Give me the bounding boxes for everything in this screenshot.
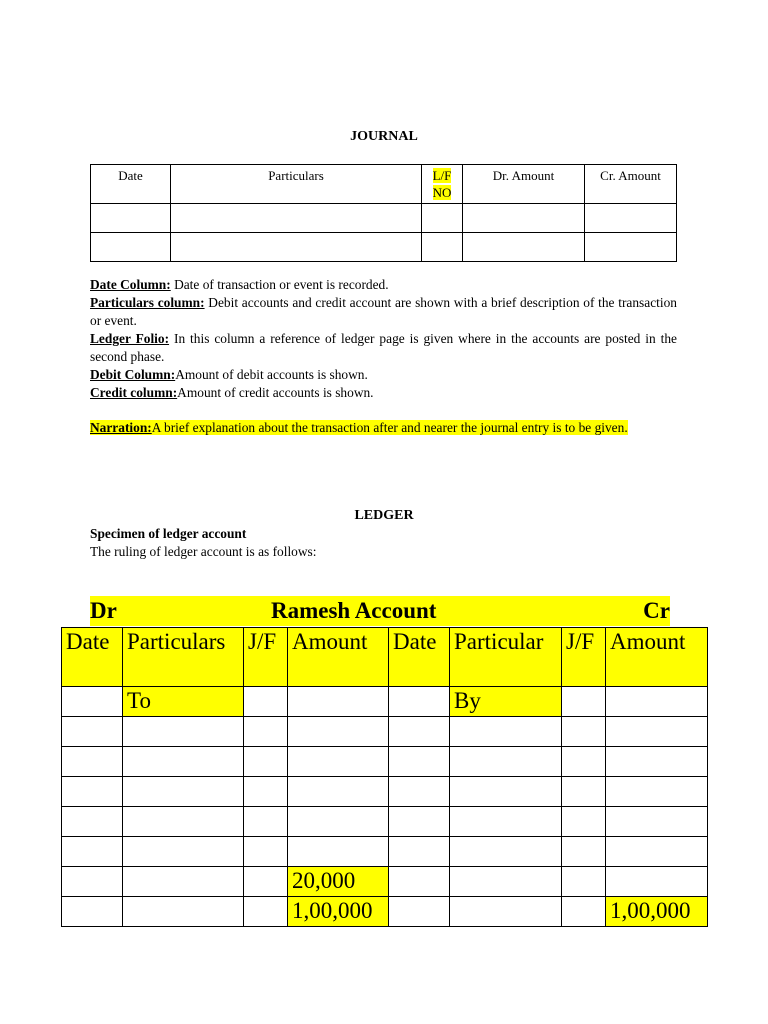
journal-header-lf bbox=[422, 165, 463, 204]
ledger-header-dr-particulars: Particulars bbox=[123, 628, 244, 687]
ledger-header-dr-jf: J/F bbox=[244, 628, 288, 687]
column-notes bbox=[90, 276, 677, 402]
ledger-header-cr-particular: Particular bbox=[450, 628, 562, 687]
journal-title: JOURNAL bbox=[350, 129, 418, 144]
journal-header-particulars: Particulars bbox=[171, 165, 422, 204]
ledger-by-label: By bbox=[450, 687, 562, 717]
journal-header-date: Date bbox=[91, 165, 171, 204]
note-particulars-text: Debit accounts and credit account are shown with a brief description of the transaction or event. bbox=[90, 295, 677, 328]
ledger-total-row bbox=[62, 897, 708, 927]
note-folio-label: Ledger Folio: bbox=[90, 331, 170, 346]
ledger-specimen-heading: Specimen of ledger account bbox=[90, 526, 247, 541]
ledger-row bbox=[62, 807, 708, 837]
ledger-dr-total: 1,00,000 bbox=[288, 897, 389, 927]
ledger-row bbox=[62, 837, 708, 867]
journal-row bbox=[91, 233, 677, 262]
ledger-row bbox=[62, 867, 708, 897]
ledger-row bbox=[62, 777, 708, 807]
note-date-text: Date of transaction or event is recorded. bbox=[170, 277, 389, 292]
note-credit bbox=[90, 384, 677, 402]
note-particulars bbox=[90, 294, 677, 330]
narration-note bbox=[90, 419, 677, 437]
narration-text: A brief explanation about the transaction after and nearer the journal entry is to be given. bbox=[151, 420, 628, 435]
ledger-cr-label: Cr bbox=[643, 598, 670, 623]
journal-header-dr-amount: Dr. Amount bbox=[463, 165, 585, 204]
narration-highlight bbox=[90, 420, 628, 435]
narration-label: Narration: bbox=[90, 420, 152, 435]
note-particulars-label: Particulars column: bbox=[90, 295, 205, 310]
ledger-header-cr-jf: J/F bbox=[562, 628, 606, 687]
note-folio-text: In this column a reference of ledger page is given where in the accounts are posted in the second phase. bbox=[90, 331, 677, 364]
note-date bbox=[90, 276, 677, 294]
ledger-header-dr-amount: Amount bbox=[288, 628, 389, 687]
note-debit-text: Amount of debit accounts is shown. bbox=[175, 367, 368, 382]
note-date-label: Date Column: bbox=[90, 277, 171, 292]
ledger-account-name: Ramesh Account bbox=[271, 598, 437, 623]
note-debit-label: Debit Column: bbox=[90, 367, 176, 382]
ledger-header-cr-date: Date bbox=[389, 628, 450, 687]
journal-table bbox=[90, 164, 677, 262]
ledger-header-dr-date: Date bbox=[62, 628, 123, 687]
journal-header-cr-amount: Cr. Amount bbox=[585, 165, 677, 204]
note-debit bbox=[90, 366, 677, 384]
ledger-table bbox=[61, 627, 708, 927]
ledger-account-header bbox=[90, 596, 670, 626]
ledger-header-cr-amount: Amount bbox=[606, 628, 708, 687]
ledger-dr-label: Dr bbox=[90, 598, 117, 623]
note-folio bbox=[90, 330, 677, 366]
note-credit-text: Amount of credit accounts is shown. bbox=[177, 385, 374, 400]
ledger-to-label: To bbox=[123, 687, 244, 717]
journal-header-lf-label: L/F NO bbox=[432, 168, 452, 200]
ledger-row bbox=[62, 747, 708, 777]
note-credit-label: Credit column: bbox=[90, 385, 178, 400]
journal-row bbox=[91, 204, 677, 233]
ledger-row bbox=[62, 687, 708, 717]
ledger-cr-total: 1,00,000 bbox=[606, 897, 708, 927]
ledger-dr-subtotal: 20,000 bbox=[288, 867, 389, 897]
ledger-ruling-text: The ruling of ledger account is as follows: bbox=[90, 544, 317, 559]
ledger-row bbox=[62, 717, 708, 747]
ledger-header-row bbox=[62, 628, 708, 687]
ledger-title: LEDGER bbox=[354, 508, 414, 523]
